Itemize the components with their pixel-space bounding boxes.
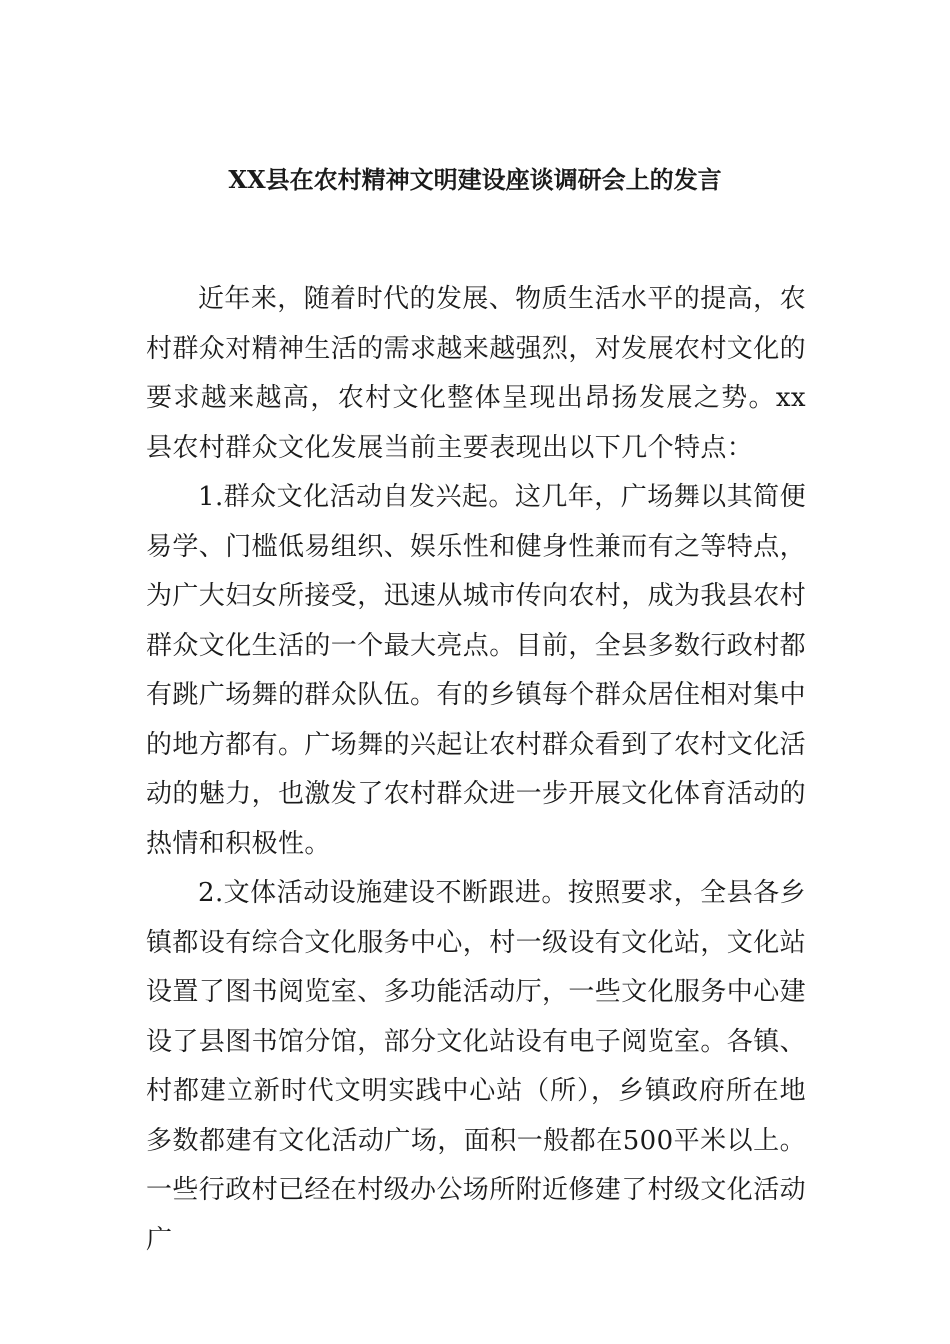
paragraph-point-2: 2.文体活动设施建设不断跟进。按照要求，全县各乡镇都设有综合文化服务中心，村一级设有文化站，文化站设置了图书阅览室、多功能活动厅，一些文化服务中心建设了县图书馆分馆，部分文化站设有电子阅览室。各镇、村都建立新时代文明实践中心站（所），乡镇政府所在地多数都建有文化活动广场，面积一般都在500平米以上。一些行政村已经在村级办公场所附近修建了村级文化活动广 [146, 878, 807, 1255]
paragraph-intro: 近年来，随着时代的发展、物质生活水平的提高，农村群众对精神生活的需求越来越强烈，对发展农村文化的要求越来越高，农村文化整体呈现出昂扬发展之势。xx县农村群众文化发展当前主要表现出以下几个特点： [146, 284, 807, 463]
document-title: XX县在农村精神文明建设座谈调研会上的发言 [228, 165, 722, 194]
document-body [146, 275, 806, 1265]
paragraph-point-1: 1.群众文化活动自发兴起。这几年，广场舞以其简便易学、门槛低易组织、娱乐性和健身性兼而有之等特点，为广大妇女所接受，迅速从城市传向农村，成为我县农村群众文化生活的一个最大亮点。目前，全县多数行政村都有跳广场舞的群众队伍。有的乡镇每个群众居住相对集中的地方都有。广场舞的兴起让农村群众看到了农村文化活动的魅力，也激发了农村群众进一步开展文化体育活动的热情和积极性。 [146, 482, 807, 859]
